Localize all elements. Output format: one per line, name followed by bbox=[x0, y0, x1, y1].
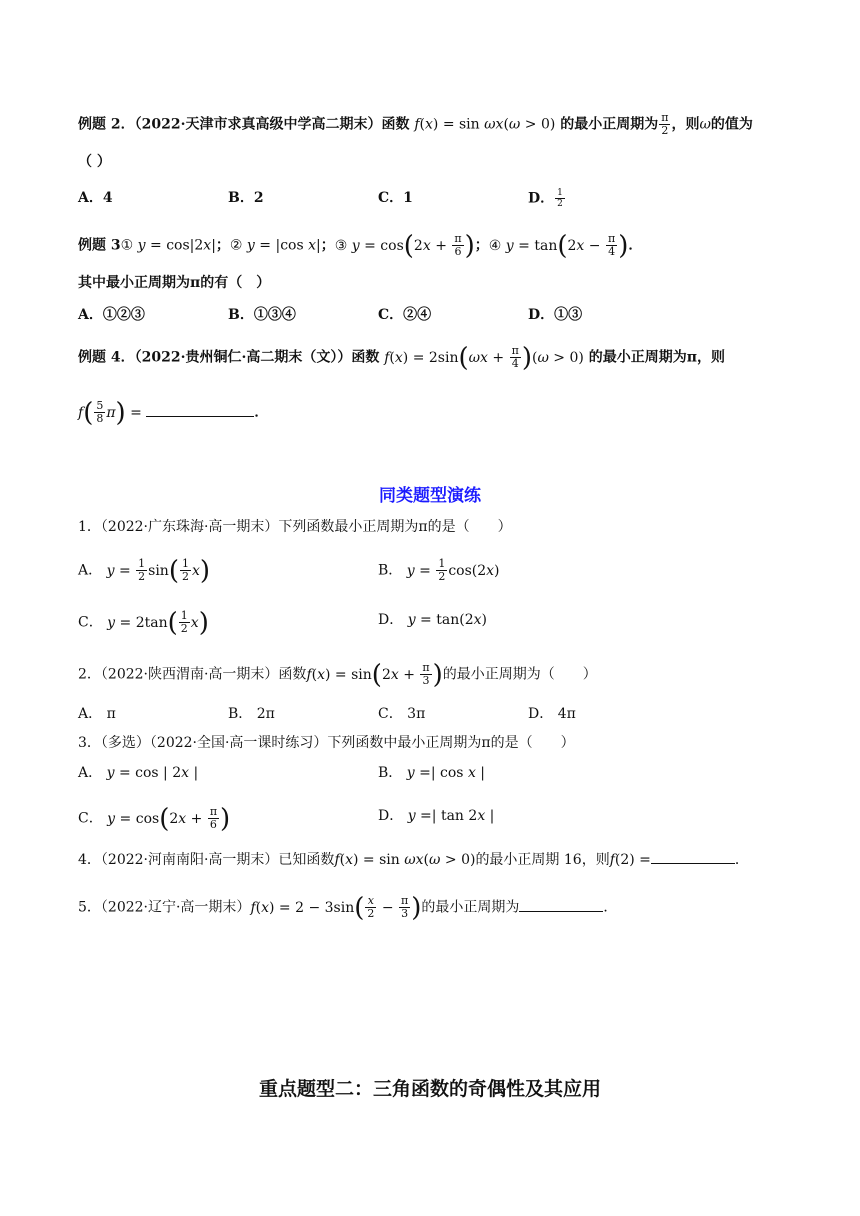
problem-1-option-d: D． y = tan(2x) bbox=[378, 612, 487, 628]
example-4-text: 函数 bbox=[351, 349, 380, 366]
problem-1-stem: 1．（2022·广东珠海·高一期末）下列函数最小正周期为π的是（ ） bbox=[78, 519, 512, 535]
example-4-expression: f( $\frac{5}{8}$ π) = bbox=[78, 397, 147, 428]
problem-5-stem: 5．（2022·辽宁·高一期末）f(x) = 2 − 3sin( $\frac{x}{2}$ − $\frac{\pi}{3}$ )的最小正周期为 ． bbox=[78, 892, 618, 923]
example-3-option-c: C．②④ bbox=[378, 307, 432, 323]
problem-2-option-b: B． 2π bbox=[228, 706, 275, 722]
example-2-function: f(x) = sin ωx(ω > 0) bbox=[414, 116, 556, 133]
example-3-line-2: 其中最小正周期为π的有（ ） bbox=[78, 275, 271, 291]
problem-4-stem: 4．（2022·河南南阳·高一期末）已知函数f(x) = sin ωx(ω > 0)的最小正周期 16，则f(2) = ． bbox=[78, 852, 749, 868]
problem-4-answer-blank[interactable] bbox=[651, 863, 735, 864]
example-4-label: 例题 4． bbox=[78, 349, 135, 366]
example-4-source: （2022·贵州铜仁·高二期末（文）） bbox=[134, 349, 352, 366]
problem-4-function-2: f(2) = bbox=[609, 852, 651, 868]
example-4-function: f(x) = 2sin(ωx + $\frac{\pi}{4}$ )(ω > 0) bbox=[384, 342, 584, 373]
problem-3-option-d: D． y =| tan 2x | bbox=[378, 808, 495, 824]
example-2-fraction: $\frac{\pi}{2}$ bbox=[661, 111, 669, 137]
example-2-source: （2022·天津市求真高级中学高二期末） bbox=[134, 116, 382, 133]
problem-5-answer-blank[interactable] bbox=[519, 911, 603, 912]
example-2-label: 例题 2． bbox=[78, 116, 135, 133]
omega-symbol: ω bbox=[699, 116, 711, 133]
example-3-option-a: A．①②③ bbox=[78, 307, 145, 323]
example-3-item-4: ④ y = tan(2x − $\frac{\pi}{4}$ ) bbox=[488, 230, 629, 261]
problem-2-option-d: D． 4π bbox=[528, 706, 576, 722]
example-4-line-1 bbox=[78, 342, 725, 373]
example-2-paren: （ ） bbox=[78, 154, 111, 170]
problem-4-function: f(x) = sin ωx(ω > 0) bbox=[334, 852, 476, 868]
example-3-option-d: D．①③ bbox=[528, 307, 583, 323]
example-2-option-d: D． $\frac{1}{2}$ bbox=[528, 188, 563, 209]
section-title-practice: 同类题型演练 bbox=[379, 486, 481, 506]
example-4-answer-blank[interactable] bbox=[146, 416, 254, 417]
example-2-option-b: B．2 bbox=[228, 190, 264, 206]
problem-3-stem: 3．（多选）（2022·全国·高一课时练习）下列函数中最小正周期为π的是（ ） bbox=[78, 735, 575, 751]
problem-1-option-c: C． y = 2tan( $\frac{1}{2}$ x) bbox=[78, 607, 209, 638]
example-2-text-4: 的值为 bbox=[710, 116, 753, 133]
example-2-text: 函数 bbox=[381, 116, 410, 133]
example-3-item-3: ③ y = cos(2x + $\frac{\pi}{6}$ ) bbox=[334, 230, 475, 261]
problem-2-function: f(x) = sin(2x + $\frac{\pi}{3}$ ) bbox=[306, 659, 443, 690]
example-2-text-2: 的最小正周期为 bbox=[560, 116, 659, 133]
example-3-item-1: ① y = cos|2x| bbox=[120, 237, 216, 254]
problem-3-option-a: A． y = cos | 2x | bbox=[78, 765, 199, 781]
example-3-item-2: ② y = |cos x| bbox=[229, 237, 321, 254]
example-3-option-b: B．①③④ bbox=[228, 307, 296, 323]
example-2-option-c: C．1 bbox=[378, 190, 413, 206]
example-4-text-2: 的最小正周期为π，则 bbox=[588, 349, 725, 366]
example-4-line-2: f( $\frac{5}{8}$ π) = ． bbox=[78, 397, 269, 428]
example-3-label: 例题 3 bbox=[78, 237, 121, 254]
problem-2-stem: 2．（2022·陕西渭南·高一期末）函数f(x) = sin(2x + $\frac{\pi}{3}$ )的最小正周期为（ ） bbox=[78, 659, 597, 690]
problem-3-option-c: C． y = cos(2x + $\frac{\pi}{6}$ ) bbox=[78, 803, 231, 834]
example-2-text-3: ，则 bbox=[671, 116, 700, 133]
example-2-line-1 bbox=[78, 112, 753, 137]
problem-1-option-a: A． y = $\frac{1}{2}$ sin( $\frac{1}{2}$ x) bbox=[78, 555, 211, 586]
example-2-option-a: A．4 bbox=[78, 190, 113, 206]
example-3-line-1: 例题 3① y = cos|2x|；② y = |cos x|；③ y = cos(2x + $\frac{\pi}{6}$ )；④ y = tan(2x − $\frac{\pi}{4}$ )． bbox=[78, 230, 643, 261]
problem-2-option-c: C． 3π bbox=[378, 706, 426, 722]
problem-5-function: f(x) = 2 − 3sin( $\frac{x}{2}$ − $\frac{\pi}{3}$ ) bbox=[250, 892, 422, 923]
problem-3-option-b: B． y =| cos x | bbox=[378, 765, 486, 781]
problem-1-option-b: B． y = $\frac{1}{2}$ cos(2x) bbox=[378, 557, 500, 583]
problem-2-option-a: A． π bbox=[78, 706, 116, 722]
section-title-parity: 重点题型二：三角函数的奇偶性及其应用 bbox=[258, 1078, 601, 1100]
